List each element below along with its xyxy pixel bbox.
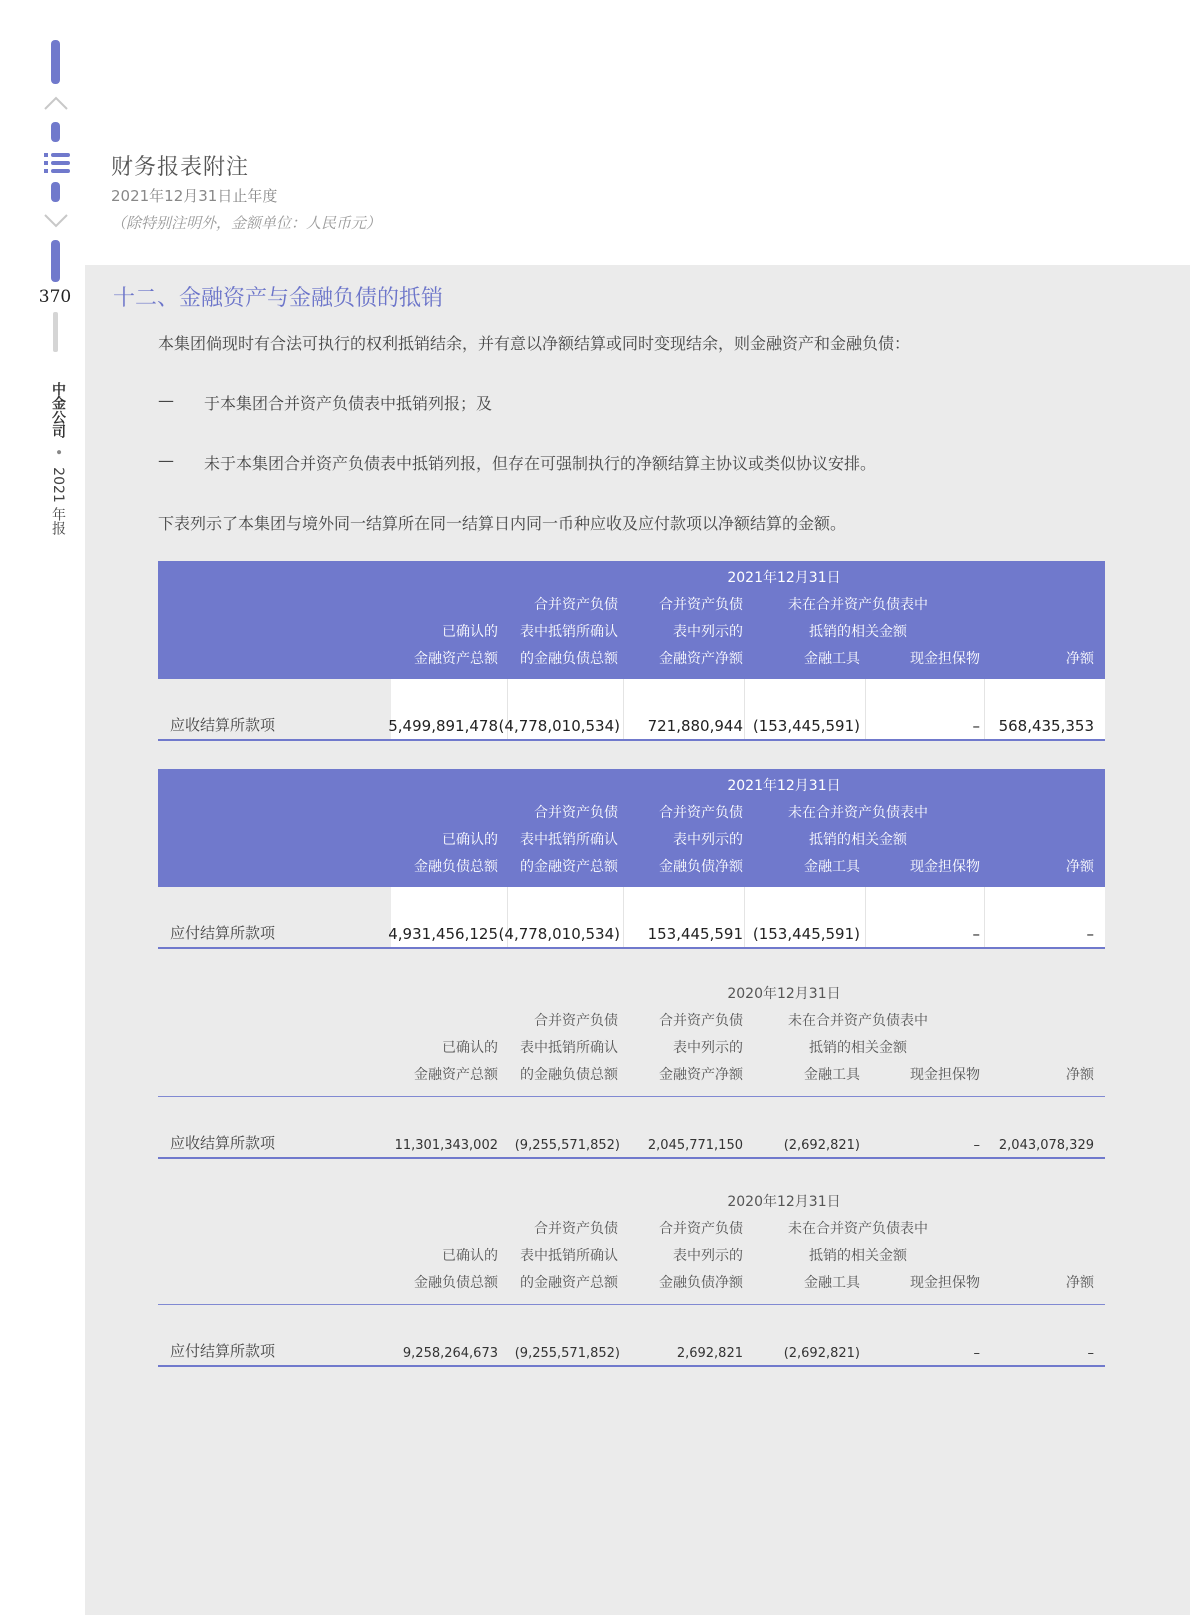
col-header: 的金融资产总额 [520, 859, 618, 875]
value-cell: 153,445,591 [647, 925, 743, 943]
col-header: 现金担保物 [910, 1067, 980, 1083]
rail-divider [53, 312, 58, 352]
col-header: 已确认的 [442, 1248, 498, 1264]
value-cell: 2,692,821 [676, 1346, 743, 1361]
col-group-header: 抵销的相关金额 [809, 832, 907, 848]
unit-note: （除特别注明外，金额单位：人民币元） [111, 214, 382, 232]
intro-paragraph: 本集团倘现时有合法可执行的权利抵销结余，并有意以净额结算或同时变现结余，则金融资产和金融负债： [158, 334, 911, 353]
col-group-header: 未在合并资产负债表中 [788, 1013, 928, 1029]
col-header: 金融工具 [804, 1275, 860, 1291]
col-header: 合并资产负债 [534, 1221, 618, 1237]
chevron-down-icon[interactable] [42, 210, 70, 232]
col-header: 合并资产负债 [659, 805, 743, 821]
col-header: 的金融负债总额 [520, 1067, 618, 1083]
col-header: 净额 [1066, 1275, 1094, 1291]
value-cell: 721,880,944 [647, 717, 743, 735]
col-header: 合并资产负债 [659, 1221, 743, 1237]
value-cell: (4,778,010,534) [498, 925, 620, 943]
separator-dot: • [50, 448, 66, 457]
col-header: 的金融资产总额 [520, 1275, 618, 1291]
table-row [158, 1097, 1105, 1159]
col-header: 合并资产负债 [659, 1013, 743, 1029]
brand-vertical [48, 382, 68, 535]
bullet-mark: — [158, 451, 174, 470]
col-header: 净额 [1066, 859, 1094, 875]
value-cell: – [973, 1346, 980, 1361]
value-cell: 568,435,353 [998, 717, 1094, 735]
page-title: 财务报表附注 [111, 155, 250, 180]
value-cell: 4,931,456,125 [388, 925, 498, 943]
table-date: 2021年12月31日 [727, 778, 841, 794]
section-title: 十二、金融资产与金融负债的抵销 [113, 286, 444, 311]
page-number: 370 [38, 287, 72, 307]
bullet-mark: — [158, 391, 174, 410]
value-cell: (2,692,821) [783, 1138, 860, 1153]
rail-bar-mid1 [51, 122, 60, 142]
value-cell: – [973, 1138, 980, 1153]
col-header: 已确认的 [442, 1040, 498, 1056]
col-header: 合并资产负债 [534, 805, 618, 821]
table-date: 2020年12月31日 [727, 986, 841, 1002]
value-cell: (153,445,591) [752, 717, 860, 735]
col-header: 表中列示的 [673, 832, 743, 848]
col-header: 金融资产净额 [659, 1067, 743, 1083]
offset-table-payables-2021 [158, 769, 1105, 949]
rail-bar-lower [51, 240, 60, 282]
table-date: 2020年12月31日 [727, 1194, 841, 1210]
value-cell: (4,778,010,534) [498, 717, 620, 735]
col-header: 金融工具 [804, 651, 860, 667]
company-name: 中金公司 [50, 382, 66, 438]
col-group-header: 抵销的相关金额 [809, 1248, 907, 1264]
col-header: 金融负债净额 [659, 1275, 743, 1291]
value-cell: 2,045,771,150 [647, 1138, 743, 1153]
table-header [158, 769, 1105, 887]
table-date: 2021年12月31日 [727, 570, 841, 586]
col-header: 已确认的 [442, 832, 498, 848]
period-subtitle: 2021年12月31日止年度 [111, 187, 278, 205]
table-row [158, 887, 1105, 949]
col-group-header: 未在合并资产负债表中 [788, 597, 928, 613]
value-cell: 9,258,264,673 [402, 1346, 498, 1361]
value-cell: – [972, 925, 980, 943]
col-header: 合并资产负债 [659, 597, 743, 613]
value-cell: – [1087, 1346, 1094, 1361]
rail-bar-top [51, 40, 60, 84]
col-header: 金融资产总额 [414, 651, 498, 667]
col-header: 金融资产净额 [659, 651, 743, 667]
value-cell: (2,692,821) [783, 1346, 860, 1361]
row-label: 应收结算所款项 [170, 1134, 276, 1152]
col-header: 的金融负债总额 [520, 651, 618, 667]
table-header [158, 561, 1105, 679]
offset-table-receivables-2021 [158, 561, 1105, 741]
value-cell: (153,445,591) [752, 925, 860, 943]
value-cell: (9,255,571,852) [514, 1138, 620, 1153]
col-group-header: 抵销的相关金额 [809, 1040, 907, 1056]
col-header: 现金担保物 [910, 1275, 980, 1291]
col-header: 表中抵销所确认 [520, 1248, 618, 1264]
row-label: 应付结算所款项 [170, 1342, 276, 1360]
col-header: 净额 [1066, 1067, 1094, 1083]
row-label: 应付结算所款项 [170, 924, 276, 942]
col-header: 表中列示的 [673, 624, 743, 640]
report-name: 2021 年报 [50, 467, 66, 536]
col-header: 现金担保物 [910, 859, 980, 875]
col-header: 表中抵销所确认 [520, 832, 618, 848]
list-menu-icon[interactable] [44, 152, 70, 174]
col-header: 现金担保物 [910, 651, 980, 667]
row-label: 应收结算所款项 [170, 716, 276, 734]
col-group-header: 未在合并资产负债表中 [788, 805, 928, 821]
table-row [158, 1305, 1105, 1367]
offset-table-payables-2020 [158, 1185, 1105, 1367]
value-cell: – [1086, 925, 1094, 943]
col-header: 净额 [1066, 651, 1094, 667]
table-header [158, 1185, 1105, 1305]
col-header: 合并资产负债 [534, 597, 618, 613]
col-header: 金融资产总额 [414, 1067, 498, 1083]
offset-table-receivables-2020 [158, 977, 1105, 1159]
value-cell: 2,043,078,329 [998, 1138, 1094, 1153]
bullet-item: 未于本集团合并资产负债表中抵销列报，但存在可强制执行的净额结算主协议或类似协议安排。 [204, 454, 877, 473]
col-header: 已确认的 [442, 624, 498, 640]
table-header [158, 977, 1105, 1097]
col-header: 表中列示的 [673, 1248, 743, 1264]
table-row [158, 679, 1105, 741]
col-header: 金融负债总额 [414, 859, 498, 875]
value-cell: (9,255,571,852) [514, 1346, 620, 1361]
col-header: 金融负债净额 [659, 859, 743, 875]
col-header: 表中抵销所确认 [520, 1040, 618, 1056]
col-header: 金融负债总额 [414, 1275, 498, 1291]
value-cell: – [972, 717, 980, 735]
col-header: 合并资产负债 [534, 1013, 618, 1029]
rail-bar-mid2 [51, 182, 60, 202]
bullet-item: 于本集团合并资产负债表中抵销列报；及 [204, 394, 493, 413]
col-group-header: 抵销的相关金额 [809, 624, 907, 640]
col-group-header: 未在合并资产负债表中 [788, 1221, 928, 1237]
table-intro: 下表列示了本集团与境外同一结算所在同一结算日内同一币种应收及应付款项以净额结算的金额。 [158, 514, 847, 533]
chevron-up-icon[interactable] [42, 92, 70, 114]
value-cell: 5,499,891,478 [388, 717, 498, 735]
col-header: 表中抵销所确认 [520, 624, 618, 640]
col-header: 金融工具 [804, 859, 860, 875]
col-header: 表中列示的 [673, 1040, 743, 1056]
value-cell: 11,301,343,002 [394, 1138, 498, 1153]
col-header: 金融工具 [804, 1067, 860, 1083]
